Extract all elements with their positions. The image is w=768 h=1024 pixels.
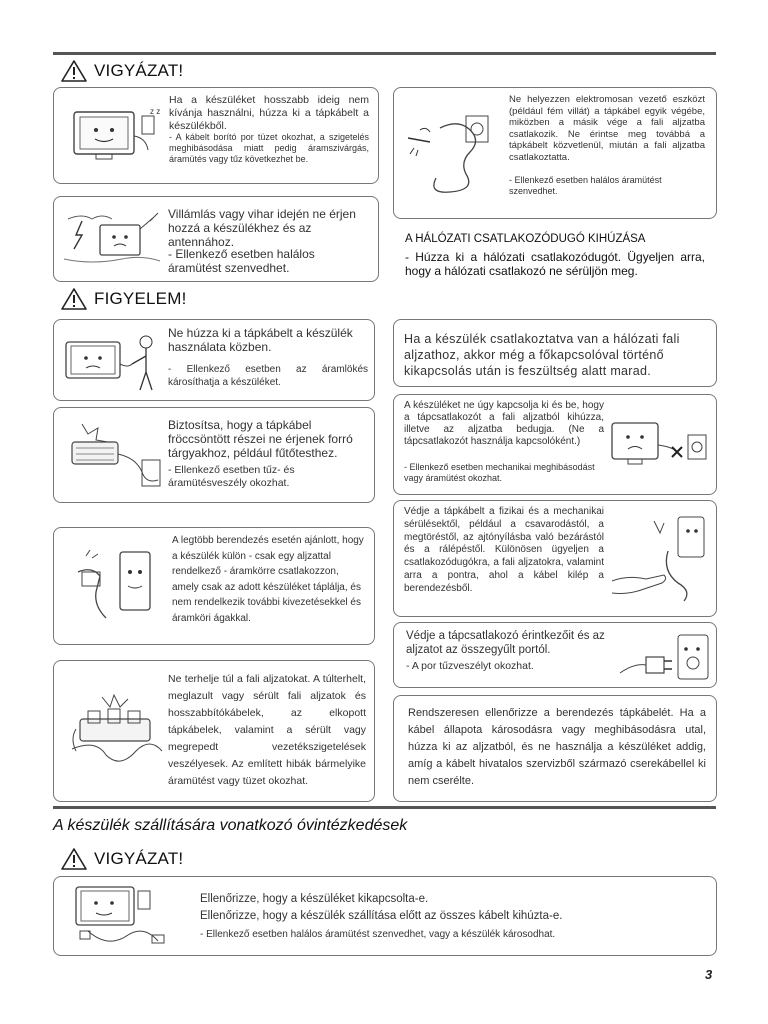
box-voltage-remains [393, 319, 717, 387]
section-rule [53, 806, 716, 809]
tv-no-switch-illustration [606, 417, 710, 477]
box-note-text: - A por tűzveszélyt okozhat. [406, 660, 534, 672]
box-main-text: A készüléket ne úgy kapcsolja ki és be, hogy a tápcsatlakozót a fali aljzatból kihúzza, illetve az aljzatba bedugja. (Ne a tápcsatlakozót használja kapcsolóként.) [404, 400, 604, 447]
box-main-text: Ne terhelje túl a fali aljzatokat. A túlterhelt, meglazult vagy sérült fali aljzatok és hosszabbítókábelek, az elkopott tápkábelek, valamint a sérült vagy megrepedt vezetékszigetelések veszélyesek. Az említett hibák bármelyike áramütést vagy tüzet okozhat. [168, 673, 366, 787]
box-main-text: Ha a készüléket hosszabb ideig nem kívánja használni, húzza ki a tápkábelt a készülékből. [169, 94, 369, 132]
box-main-text: Ha a készülék csatlakoztatva van a hálózati fali aljzathoz, akkor még a főkapcsolóval történő kikapcsolás után is feszültség alatt marad. [404, 332, 680, 378]
box-metal-object [393, 87, 717, 219]
box-note-text: - Ellenkező esetben halálos áramütést szenvedhet. [509, 175, 662, 196]
top-rule [53, 52, 716, 55]
box-main-text: Ne húzza ki a tápkábelt a készülék használata közben. [168, 326, 353, 354]
box-main-text: Védje a tápcsatlakozó érintkezőit és az aljzatot az összegyűlt portól. [406, 630, 605, 656]
heading-text: FIGYELEM! [94, 289, 187, 308]
fork-plug-illustration [400, 108, 504, 198]
heading-figyelem [60, 287, 187, 311]
box-main-text: A legtöbb berendezés esetén ajánlott, hogy a készülék külön - csak egy aljzattal rendelkező - áramkörre csatlakozzon, amely csak az adott készüléket táplálja, és nem rendelkezik további kivezetésekkel és áramköri ágakkal. [172, 535, 364, 624]
tv-unplugged-illustration [68, 106, 164, 168]
warning-triangle-icon [60, 287, 88, 311]
box-main-text: Védje a tápkábelt a fizikai és a mechanikai sérülésektől, például a csavarodástól, a megtöréstől, az ajtónyílásba való bezárástól és a rálépéstől. Különösen ügyeljen a csatlakozódugókra, a fali aljzatokra, valamint arra a pontra, ahol a kábel kilép a berendezésből. [404, 506, 604, 594]
overloaded-socket-illustration [66, 689, 166, 769]
box-unplug-plug [393, 223, 717, 284]
box-main-text: Villámlás vagy vihar idején ne érjen hozzá a készülékhez és az antennához. [168, 207, 356, 249]
heading-vigyazat-top [60, 59, 183, 83]
plug-outlet-illustration [68, 542, 164, 632]
box-unplug-long [53, 87, 379, 184]
box-main-text: Rendszeresen ellenőrizze a berendezés tápkábelét. Ha a kábel állapota károsodásra vagy meghibásodásra utal, húzza ki az aljzatból, és ne használja a készüléket addig, amíg a kábelt hivatalos szervizből származó cserekábellel ki nem cserélte. [408, 707, 706, 787]
transport-line2: Ellenőrizze, hogy a készülék szállítása előtt az összes kábelt kihúzta-e. [200, 910, 563, 922]
transport-line1: Ellenőrizze, hogy a készüléket kikapcsolta-e. [200, 893, 429, 905]
box-note-text: - A kábelt borító por tüzet okozhat, a szigetelés meghibásodása miatt pedig áramszivárgás, áramütés vagy tűz következhet be. [169, 132, 369, 164]
box-inspect-cable [393, 695, 717, 802]
box-dust-pins [393, 622, 717, 688]
box-overload [53, 660, 375, 802]
box-main-text: Ne helyezzen elektromosan vezető eszközt (például fém villát) a tápkábel egyik végébe, miközben a másik vége a fali aljzatba csatlakozik. Ne érintse meg továbbá a tápkábelt közvetlenül, miután a fali aljzatba csatlakoztatta. [509, 94, 705, 163]
heading-text: VIGYÁZAT! [94, 849, 184, 868]
box-main-text: Biztosítsa, hogy a tápkábel fröccsöntött részei ne érjenek forró tárgyakhoz, például fűtőtesthez. [168, 418, 353, 460]
box-lightning [53, 196, 379, 282]
plug-dust-illustration [614, 629, 714, 685]
box-no-unplug-in-use [53, 319, 375, 401]
hand-cable-illustration [608, 511, 712, 607]
box-separate-circuit [53, 527, 375, 645]
tv-cables-illustration [68, 883, 178, 953]
warning-triangle-icon [60, 59, 88, 83]
page-number: 3 [705, 967, 713, 982]
box-protect-cable [393, 500, 717, 617]
heater-cable-illustration [62, 418, 166, 496]
lightning-tv-illustration [62, 209, 162, 271]
box-transport [53, 876, 717, 956]
section-title: A készülék szállítására vonatkozó óvintézkedések [53, 817, 408, 834]
transport-note: - Ellenkező esetben halálos áramütést szenvedhet, vagy a készülék károsodhat. [200, 929, 556, 940]
box-switch-off-order [393, 394, 717, 495]
box-hot-parts [53, 407, 375, 503]
heading-vigyazat-bottom [60, 847, 183, 871]
box-title-text: A HÁLÓZATI CSATLAKOZÓDUGÓ KIHÚZÁSA [405, 233, 646, 245]
box-note-text: - Ellenkező esetben az áramlökés károsíthatja a készüléket. [168, 364, 368, 388]
heading-text: VIGYÁZAT! [94, 61, 184, 80]
box-note-text: - Ellenkező esetben mechanikai meghibásodást vagy áramütést okozhat. [404, 462, 595, 483]
box-note-text: - Ellenkező esetben halálos áramütést szenvedhet. [168, 247, 315, 275]
warning-triangle-icon [60, 847, 88, 871]
box-main-text: - Húzza ki a hálózati csatlakozódugót. Ügyeljen arra, hogy a hálózati csatlakozó ne sérüljön meg. [405, 250, 705, 278]
box-note-text: - Ellenkező esetben tűz- és áramütésveszély okozhat. [168, 464, 295, 489]
man-pulling-cable-illustration [62, 328, 164, 394]
svg-text:z z: z z [150, 107, 161, 116]
